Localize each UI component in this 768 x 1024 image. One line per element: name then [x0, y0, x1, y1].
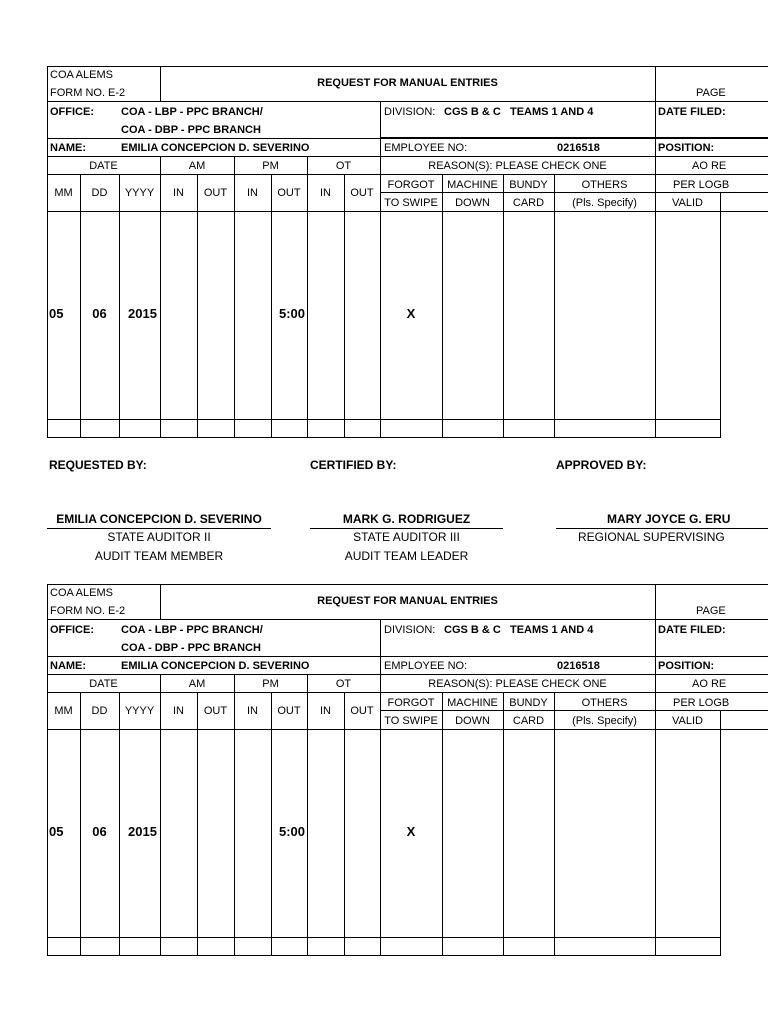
office-label: OFFICE:	[50, 624, 94, 636]
col-logbook: PER LOGB	[673, 179, 730, 191]
col-pm-in: IN	[247, 705, 258, 717]
entry-pm-out: 5:00	[279, 824, 306, 839]
col-dd: DD	[91, 187, 108, 199]
entry-mm: 05	[49, 306, 64, 321]
office-line-1: COA - LBP - PPC BRANCH/	[121, 624, 263, 636]
col-mm: MM	[54, 187, 73, 199]
entry-mm: 05	[49, 824, 64, 839]
reasons-group-header: REASON(S): PLEASE CHECK ONE	[428, 678, 607, 690]
requester-title: STATE AUDITOR II	[107, 530, 211, 544]
col-ot-in: IN	[320, 705, 331, 717]
approver-name: MARY JOYCE G. ERU	[607, 512, 731, 526]
division-value: CGS B & C TEAMS 1 AND 4	[444, 106, 594, 118]
certifier-title: STATE AUDITOR III	[353, 530, 460, 544]
col-pm-out: OUT	[277, 187, 301, 199]
date-filed-label: DATE FILED:	[658, 106, 726, 118]
col-dd: DD	[91, 705, 108, 717]
office-line-2: COA - DBP - PPC BRANCH	[121, 124, 261, 136]
col-forgot: FORGOT	[387, 179, 435, 191]
col-am-out: OUT	[203, 187, 228, 199]
employee-no-value: 0216518	[557, 142, 600, 154]
col-machine: MACHINE	[447, 697, 498, 709]
col-others-2: (Pls. Specify)	[572, 197, 637, 209]
pm-group-header: PM	[262, 678, 279, 690]
date-group-header: DATE	[89, 160, 118, 172]
col-mm: MM	[54, 705, 73, 717]
col-am-in: IN	[173, 187, 184, 199]
form-title: REQUEST FOR MANUAL ENTRIES	[317, 77, 498, 89]
ao-group-header: AO RE	[692, 678, 727, 690]
date-filed-label: DATE FILED:	[658, 624, 726, 636]
col-machine-2: DOWN	[455, 715, 490, 727]
ot-group-header: OT	[335, 160, 352, 172]
employee-name: EMILIA CONCEPCION D. SEVERINO	[121, 142, 310, 154]
ao-group-header: AO RE	[692, 160, 727, 172]
form-number: FORM NO. E-2	[50, 87, 126, 99]
entry-dd: 06	[92, 824, 107, 839]
entry-forgot-mark: X	[406, 824, 416, 839]
position-label: POSITION:	[658, 660, 715, 672]
col-others-2: (Pls. Specify)	[572, 715, 637, 727]
col-logbook-2: VALID	[672, 715, 703, 727]
col-machine: MACHINE	[447, 179, 498, 191]
form-title: REQUEST FOR MANUAL ENTRIES	[317, 595, 498, 607]
entry-yyyy: 2015	[128, 306, 157, 321]
col-forgot-2: TO SWIPE	[384, 197, 438, 209]
employee-name: EMILIA CONCEPCION D. SEVERINO	[121, 660, 310, 672]
office-line-1: COA - LBP - PPC BRANCH/	[121, 106, 263, 118]
requester-role: AUDIT TEAM MEMBER	[94, 549, 224, 563]
col-logbook: PER LOGB	[673, 697, 730, 709]
col-pm-out: OUT	[277, 705, 301, 717]
approved-by-label: APPROVED BY:	[556, 458, 647, 472]
name-label: NAME:	[50, 660, 87, 672]
col-am-in: IN	[173, 705, 184, 717]
col-ot-out: OUT	[350, 705, 374, 717]
agency-label: COA ALEMS	[50, 587, 113, 599]
page-label: PAGE	[696, 87, 726, 99]
col-pm-in: IN	[247, 187, 258, 199]
reasons-group-header: REASON(S): PLEASE CHECK ONE	[428, 160, 607, 172]
division-value: CGS B & C TEAMS 1 AND 4	[444, 624, 594, 636]
employee-no-label: EMPLOYEE NO:	[384, 142, 468, 154]
col-bundy: BUNDY	[509, 179, 548, 191]
certifier-role: AUDIT TEAM LEADER	[344, 549, 469, 563]
position-label: POSITION:	[658, 142, 715, 154]
col-others: OTHERS	[581, 179, 628, 191]
certified-by-label: CERTIFIED BY:	[310, 458, 397, 472]
entry-dd: 06	[92, 306, 107, 321]
entry-pm-out: 5:00	[279, 306, 306, 321]
col-bundy: BUNDY	[509, 697, 548, 709]
col-machine-2: DOWN	[455, 197, 490, 209]
date-group-header: DATE	[89, 678, 118, 690]
office-label: OFFICE:	[50, 106, 94, 118]
col-forgot: FORGOT	[387, 697, 435, 709]
employee-no-value: 0216518	[557, 660, 600, 672]
requester-name: EMILIA CONCEPCION D. SEVERINO	[56, 512, 262, 526]
col-ot-in: IN	[320, 187, 331, 199]
col-yyyy: YYYY	[124, 187, 155, 199]
col-logbook-2: VALID	[672, 197, 703, 209]
col-bundy-2: CARD	[512, 715, 545, 727]
agency-label: COA ALEMS	[50, 69, 113, 81]
certifier-name: MARK G. RODRIGUEZ	[342, 512, 471, 526]
col-yyyy: YYYY	[124, 705, 155, 717]
col-others: OTHERS	[581, 697, 628, 709]
page-label: PAGE	[696, 605, 726, 617]
col-forgot-2: TO SWIPE	[384, 715, 438, 727]
form-number: FORM NO. E-2	[50, 605, 126, 617]
division-label: DIVISION:	[384, 624, 436, 636]
ot-group-header: OT	[335, 678, 352, 690]
requested-by-label: REQUESTED BY:	[49, 458, 147, 472]
entry-forgot-mark: X	[406, 306, 416, 321]
name-label: NAME:	[50, 142, 87, 154]
col-bundy-2: CARD	[512, 197, 545, 209]
am-group-header: AM	[188, 678, 206, 690]
pm-group-header: PM	[262, 160, 279, 172]
division-label: DIVISION:	[384, 106, 436, 118]
entry-yyyy: 2015	[128, 824, 157, 839]
employee-no-label: EMPLOYEE NO:	[384, 660, 468, 672]
col-ot-out: OUT	[350, 187, 374, 199]
am-group-header: AM	[188, 160, 206, 172]
office-line-2: COA - DBP - PPC BRANCH	[121, 642, 261, 654]
approver-title: REGIONAL SUPERVISING	[578, 530, 725, 544]
col-am-out: OUT	[203, 705, 228, 717]
